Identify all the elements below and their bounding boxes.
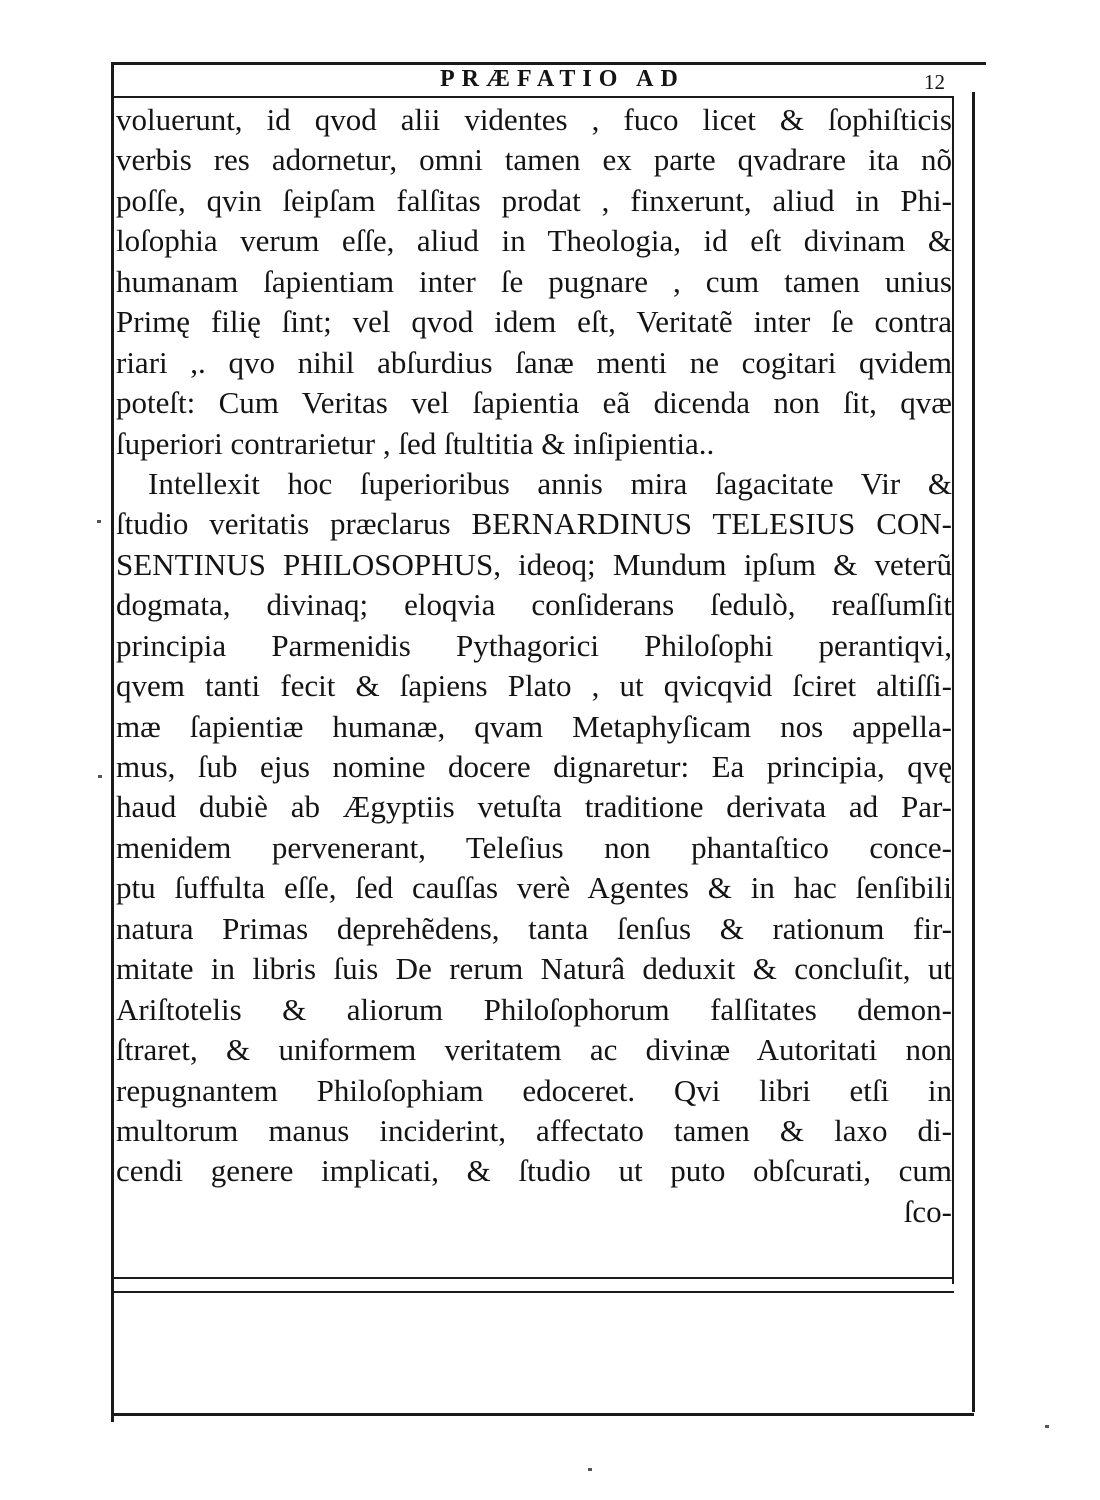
text-line: SENTINUS PHILOSOPHUS, ideoq; Mundum ipſum & veterũ: [116, 546, 952, 582]
text-line: ptu ſuffulta eſſe, ſed cauſſas verè Agentes & in hac ſenſibili: [116, 870, 952, 906]
text-line: ſtudio veritatis præclarus BERNARDINUS TELESIUS CON-: [116, 506, 952, 542]
text-line: voluerunt, id qvod alii videntes , fuco licet & ſophiſticis: [116, 102, 952, 137]
right-text-border-rule: [952, 96, 954, 1284]
text-line: principia Parmenidis Pythagorici Philoſophi perantiqvi,: [116, 627, 952, 663]
text-line: qvem tanti fecit & ſapiens Plato , ut qvicqvid ſciret altiſſi-: [116, 668, 952, 704]
text-line: ſuperiori contrarietur , ſed ſtultitia & inſipientia..: [116, 425, 715, 461]
catchword: ſco-: [903, 1193, 952, 1229]
text-line: poſſe, qvin ſeipſam falſitas prodat , finxerunt, aliud in Phi-: [116, 182, 952, 218]
bottom-border-rule: [112, 1413, 974, 1416]
text-line-paragraph-start: Intellexit hoc ſuperioribus annis mira ſagacitate Vir &: [148, 465, 952, 501]
page-number: 12: [924, 70, 945, 94]
right-outer-border-rule: [972, 92, 975, 1412]
text-line: mus, ſub ejus nomine docere dignaretur: Ea principia, qvę: [116, 749, 952, 784]
text-line: multorum manus inciderint, affectato tamen & laxo di-: [116, 1112, 952, 1148]
text-line: loſophia verum eſſe, aliud in Theologia, id eſt divinam &: [116, 223, 952, 259]
text-end-rule-secondary: [112, 1291, 954, 1293]
text-line: haud dubiè ab Ægyptiis vetuſta traditione derivata ad Par-: [116, 789, 952, 825]
text-line: humanam ſapientiam inter ſe pugnare , cum tamen unius: [116, 263, 952, 299]
text-line: ſtraret, & uniformem veritatem ac divinæ Autoritati non: [116, 1032, 952, 1068]
header-underline-rule: [112, 96, 954, 98]
text-line: riari ,. qvo nihil abſurdius ſanæ menti ne cogitari qvidem: [116, 344, 952, 380]
text-line: Primę filię ſint; vel qvod idem eſt, Veritatẽ inter ſe contra: [116, 304, 952, 340]
body-text: [116, 100, 952, 1232]
text-line: Ariſtotelis & aliorum Philoſophorum falſitates demon-: [116, 991, 952, 1027]
text-line: poteſt: Cum Veritas vel ſapientia eã dicenda non ſit, qvæ: [116, 385, 952, 421]
top-border-rule: [112, 62, 986, 65]
left-border-rule: [111, 62, 114, 1422]
text-line: cendi genere implicati, & ſtudio ut puto obſcurati, cum: [116, 1153, 952, 1189]
text-line: mæ ſapientiæ humanæ, qvam Metaphyſicam nos appella-: [116, 708, 952, 744]
text-line: dogmata, divinaq; eloqvia conſiderans ſedulò, reaſſumſit: [116, 587, 952, 623]
text-line: repugnantem Philoſophiam edoceret. Qvi libri etſi in: [116, 1072, 952, 1108]
ink-speck: [588, 1468, 592, 1471]
text-line: mitate in libris ſuis De rerum Naturâ deduxit & concluſit, ut: [116, 951, 952, 987]
ink-speck: [97, 520, 101, 523]
running-head: PRÆFATIO AD: [440, 66, 685, 92]
text-line: verbis res adornetur, omni tamen ex parte qvadrare ita nõ: [116, 142, 952, 178]
ink-speck: [98, 775, 102, 778]
ink-speck: [1045, 1425, 1049, 1428]
text-line: menidem pervenerant, Teleſius non phantaſtico conce-: [116, 829, 952, 865]
text-line: natura Primas deprehẽdens, tanta ſenſus & rationum fir-: [116, 910, 952, 946]
text-end-rule: [112, 1277, 954, 1279]
